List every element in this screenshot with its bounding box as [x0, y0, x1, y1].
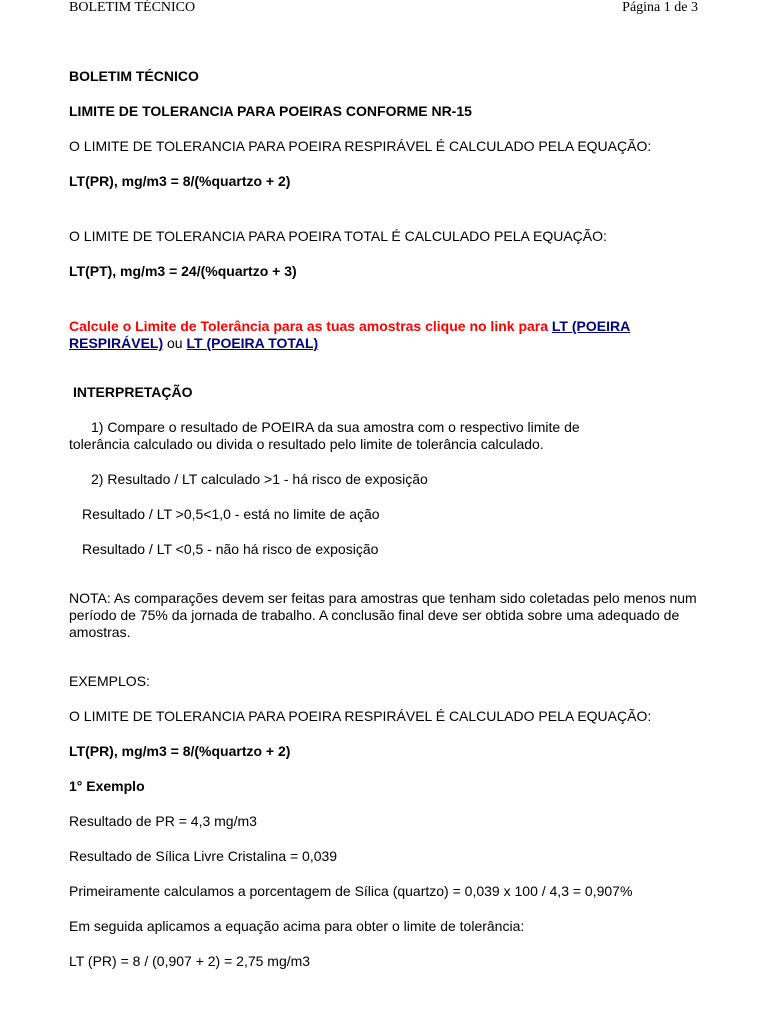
example-1-line-2: Resultado de Sílica Livre Cristalina = 0,039 [69, 848, 338, 864]
document-title: BOLETIM TÉCNICO [69, 68, 199, 84]
example-1-line-1: Resultado de PR = 4,3 mg/m3 [69, 813, 257, 829]
interpretation-item-1: 1) Compare o resultado de POEIRA da sua amostra com o respectivo limite de tolerância calculado ou divida o resultado pelo limite de tolerância calculado. [69, 419, 580, 452]
formula-total: LT(PT), mg/m3 = 24/(%quartzo + 3) [69, 263, 297, 279]
note-paragraph: NOTA: As comparações devem ser feitas para amostras que tenham sido coletadas pelo menos num período de 75% da jornada de trabalho. A conclusão final deve ser obtida sobre uma adequado de amostras. [69, 590, 697, 640]
interpretation-item-3: Resultado / LT >0,5<1,0 - está no limite de ação [82, 506, 380, 522]
interpretation-heading: INTERPRETAÇÃO [73, 384, 193, 400]
calc-instruction: Calcule o Limite de Tolerância para as tuas amostras clique no link para [69, 318, 549, 334]
link-lt-poeira-respiravel[interactable]: LT (POEIRA RESPIRÁVEL) [69, 318, 631, 351]
page-header [0, 0, 768, 22]
interpretation-item-4: Resultado / LT <0,5 - não há risco de exposição [82, 541, 379, 557]
examples-heading: EXEMPLOS: [69, 673, 150, 689]
intro-total: O LIMITE DE TOLERANCIA PARA POEIRA TOTAL É CALCULADO PELA EQUAÇÃO: [69, 228, 607, 244]
header-title: BOLETIM TÉCNICO [69, 0, 196, 15]
calc-paragraph [69, 318, 699, 352]
example-1-heading: 1° Exemplo [69, 778, 145, 794]
document-subtitle: LIMITE DE TOLERANCIA PARA POEIRAS CONFORME NR-15 [69, 103, 472, 119]
example-1-line-5: LT (PR) = 8 / (0,907 + 2) = 2,75 mg/m3 [69, 953, 311, 969]
link-lt-poeira-total[interactable]: LT (POEIRA TOTAL) [186, 335, 319, 351]
interpretation-item-2: 2) Resultado / LT calculado >1 - há risco de exposição [91, 471, 428, 487]
document-body [69, 68, 709, 970]
intro-respiravel-2: O LIMITE DE TOLERANCIA PARA POEIRA RESPIRÁVEL É CALCULADO PELA EQUAÇÃO: [69, 708, 652, 724]
example-1-line-4: Em seguida aplicamos a equação acima para obter o limite de tolerância: [69, 918, 525, 934]
formula-respiravel: LT(PR), mg/m3 = 8/(%quartzo + 2) [69, 173, 291, 189]
intro-respiravel: O LIMITE DE TOLERANCIA PARA POEIRA RESPIRÁVEL É CALCULADO PELA EQUAÇÃO: [69, 138, 652, 154]
example-1-line-3: Primeiramente calculamos a porcentagem de Sílica (quartzo) = 0,039 x 100 / 4,3 = 0,907% [69, 883, 633, 899]
or-word: ou [167, 335, 183, 351]
page-number: Página 1 de 3 [622, 0, 698, 15]
formula-respiravel-2: LT(PR), mg/m3 = 8/(%quartzo + 2) [69, 743, 291, 759]
